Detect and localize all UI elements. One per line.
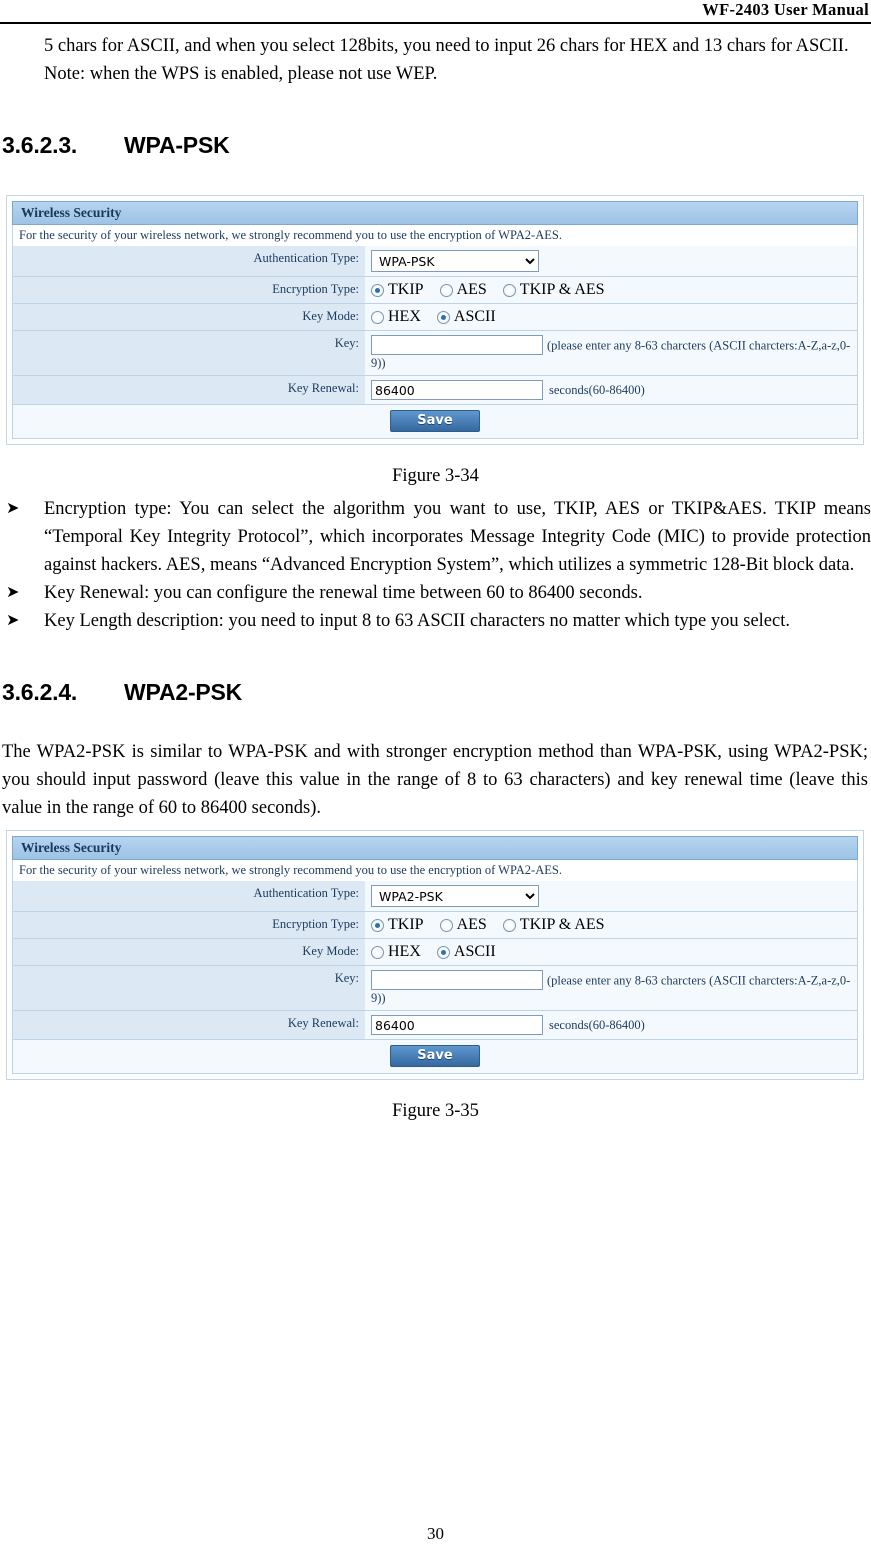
label-encryption-type: Encryption Type: <box>13 277 365 303</box>
radio-icon[interactable] <box>440 919 453 932</box>
key-input[interactable] <box>371 335 543 355</box>
encryption-option-tkip[interactable] <box>371 281 424 299</box>
encryption-option-tkip-aes[interactable] <box>503 281 605 299</box>
key-renewal-hint: seconds(60-86400) <box>549 1017 645 1032</box>
row-key <box>12 966 858 1011</box>
radio-icon[interactable] <box>371 311 384 324</box>
radio-icon[interactable] <box>503 284 516 297</box>
key-renewal-input[interactable] <box>371 1015 543 1035</box>
intro-line-2: Note: when the WPS is enabled, please not use WEP. <box>44 64 438 84</box>
encryption-option-label: TKIP & AES <box>519 281 605 298</box>
label-encryption-type: Encryption Type: <box>13 912 365 938</box>
label-authentication-type: Authentication Type: <box>13 246 365 276</box>
key-renewal-hint: seconds(60-86400) <box>549 382 645 397</box>
page-footer <box>0 1524 871 1544</box>
section-heading-wpa-psk <box>2 132 871 159</box>
row-key-renewal <box>12 1011 858 1040</box>
key-mode-option-ascii[interactable] <box>437 943 496 961</box>
list-item <box>0 607 871 635</box>
save-button[interactable]: Save <box>390 410 479 432</box>
encryption-option-label: TKIP <box>388 281 424 298</box>
key-mode-option-label: ASCII <box>453 943 496 960</box>
label-key-renewal: Key Renewal: <box>13 1011 365 1039</box>
encryption-option-label: TKIP <box>388 916 424 933</box>
key-hint: (please enter any 8-63 charcters (ASCII charcters:A-Z,a-z,0-9)) <box>371 338 851 370</box>
radio-icon[interactable] <box>371 946 384 959</box>
panel-title: Wireless Security <box>12 201 858 225</box>
wpa2-paragraph-block <box>2 738 868 822</box>
radio-icon[interactable] <box>437 946 450 959</box>
encryption-option-aes[interactable] <box>440 281 487 299</box>
row-save <box>12 405 858 439</box>
label-key-mode: Key Mode: <box>13 304 365 330</box>
arrow-bullet-icon: ➤ <box>6 500 20 517</box>
section-heading-wpa2-psk <box>2 679 871 706</box>
key-mode-option-label: ASCII <box>453 308 496 325</box>
radio-icon[interactable] <box>371 284 384 297</box>
authentication-type-select[interactable] <box>371 250 539 272</box>
radio-icon[interactable] <box>437 311 450 324</box>
radio-icon[interactable] <box>440 284 453 297</box>
row-key-renewal <box>12 376 858 405</box>
row-key-mode <box>12 939 858 966</box>
encryption-option-tkip[interactable] <box>371 916 424 934</box>
key-hint: (please enter any 8-63 charcters (ASCII charcters:A-Z,a-z,0-9)) <box>371 973 851 1005</box>
wireless-security-panel-wpa-psk <box>6 195 864 445</box>
authentication-type-select[interactable] <box>371 885 539 907</box>
arrow-bullet-icon: ➤ <box>6 584 20 601</box>
label-key: Key: <box>13 331 365 375</box>
arrow-bullet-icon: ➤ <box>6 612 20 629</box>
label-authentication-type: Authentication Type: <box>13 881 365 911</box>
save-button[interactable]: Save <box>390 1045 479 1067</box>
panel-note: For the security of your wireless network, we strongly recommend you to use the encryption of WPA2-AES. <box>12 860 858 881</box>
key-mode-option-hex[interactable] <box>371 943 421 961</box>
row-key <box>12 331 858 376</box>
key-mode-option-ascii[interactable] <box>437 308 496 326</box>
figure-caption-3-35: Figure 3-35 <box>392 1101 479 1121</box>
key-input[interactable] <box>371 970 543 990</box>
section-number-wpa2-psk: 3.6.2.4. <box>2 679 78 705</box>
figure-caption-3-34: Figure 3-34 <box>392 466 479 486</box>
section-title-wpa-psk: WPA-PSK <box>124 132 230 158</box>
page-content <box>0 30 871 1124</box>
wireless-security-panel-wpa2-psk <box>6 830 864 1080</box>
list-item-text: Encryption type: You can select the algorithm you want to use, TKIP, AES or TKIP&AES. TKIP means “Temporal Key Integrity Protocol”, which incorporates Message Integrity Code (MIC) to provide protection against hackers. AES, means “Advanced Encryption System”, which utilizes a symmetric 128-Bit block data. <box>44 499 871 575</box>
key-mode-option-label: HEX <box>388 943 421 960</box>
row-save <box>12 1040 858 1074</box>
label-key-mode: Key Mode: <box>13 939 365 965</box>
radio-icon[interactable] <box>371 919 384 932</box>
row-authentication-type <box>12 246 858 277</box>
intro-line-1: 5 chars for ASCII, and when you select 128bits, you need to input 26 chars for HEX and 13 chars for ASCII. <box>44 36 849 56</box>
page-number: 30 <box>427 1524 444 1543</box>
row-encryption-type <box>12 912 858 939</box>
encryption-option-label: AES <box>456 916 487 933</box>
row-key-mode <box>12 304 858 331</box>
label-key: Key: <box>13 966 365 1010</box>
section-title-wpa2-psk: WPA2-PSK <box>124 679 243 705</box>
key-mode-option-label: HEX <box>388 308 421 325</box>
list-item-text: Key Renewal: you can configure the renewal time between 60 to 86400 seconds. <box>44 583 643 603</box>
bullet-list <box>0 495 871 635</box>
encryption-option-label: TKIP & AES <box>519 916 605 933</box>
list-item <box>0 579 871 607</box>
key-renewal-input[interactable] <box>371 380 543 400</box>
row-encryption-type <box>12 277 858 304</box>
key-mode-option-hex[interactable] <box>371 308 421 326</box>
encryption-option-tkip-aes[interactable] <box>503 916 605 934</box>
encryption-option-label: AES <box>456 281 487 298</box>
intro-block <box>44 32 868 88</box>
panel-title: Wireless Security <box>12 836 858 860</box>
header-divider <box>0 22 871 24</box>
header-title: WF-2403 User Manual <box>702 0 869 19</box>
section-number-wpa-psk: 3.6.2.3. <box>2 132 78 158</box>
label-key-renewal: Key Renewal: <box>13 376 365 404</box>
encryption-option-aes[interactable] <box>440 916 487 934</box>
list-item-text: Key Length description: you need to input 8 to 63 ASCII characters no matter which type you select. <box>44 611 790 631</box>
radio-icon[interactable] <box>503 919 516 932</box>
panel-note: For the security of your wireless network, we strongly recommend you to use the encryption of WPA2-AES. <box>12 225 858 246</box>
page-header <box>0 0 871 20</box>
wpa2-paragraph: The WPA2-PSK is similar to WPA-PSK and with stronger encryption method than WPA-PSK, using WPA2-PSK; you should input password (leave this value in the range of 8 to 63 characters) and key renewal time (leave this value in the range of 60 to 86400 seconds). <box>2 742 868 818</box>
row-authentication-type <box>12 881 858 912</box>
list-item <box>0 495 871 579</box>
